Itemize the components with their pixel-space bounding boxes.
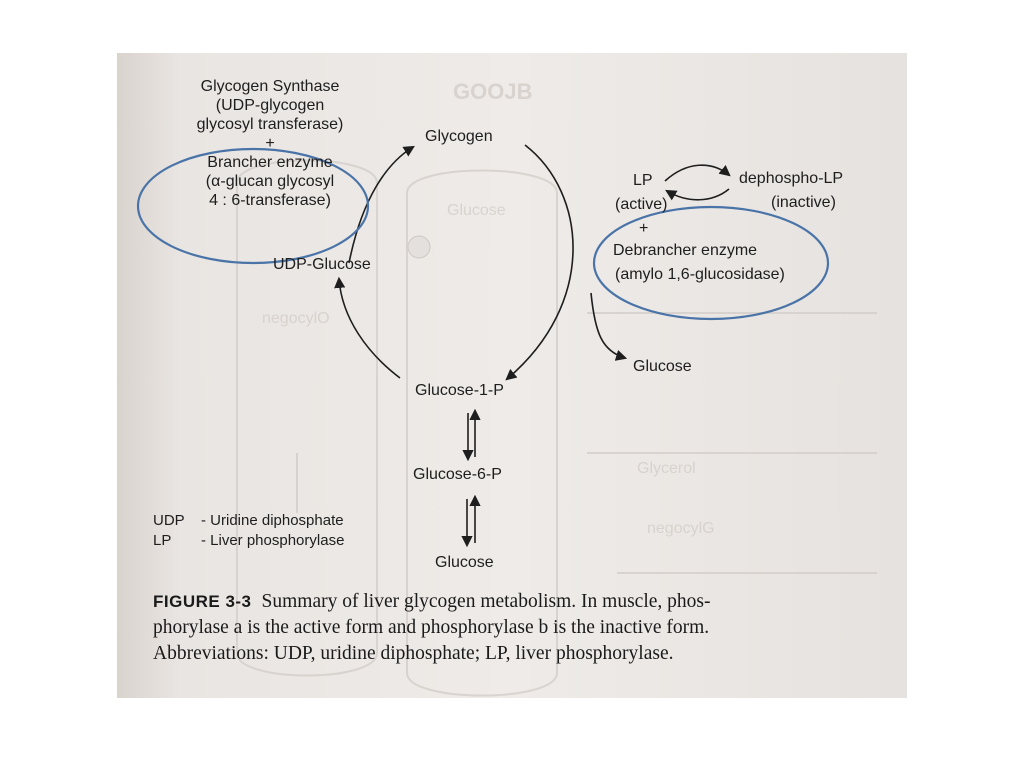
abbreviation-legend: [153, 511, 344, 551]
node-glycogen: Glycogen: [425, 128, 493, 145]
svg-text:negocylO: negocylO: [262, 310, 330, 327]
dephospho-lp-inactive-state: (inactive): [771, 194, 836, 211]
node-glucose-1-p: Glucose-1-P: [415, 382, 504, 399]
node-lp: LP: [633, 172, 653, 189]
debrancher-enzyme-label: Debrancher enzyme: [613, 242, 758, 259]
caption-line-1: Summary of liver glycogen metabolism. In muscle, phos-: [261, 591, 711, 612]
arrow-to-free-glucose: [591, 293, 625, 358]
abbreviation-value: - Liver phosphorylase: [201, 532, 345, 549]
abbreviation-row-lp: [153, 531, 344, 551]
brancher-enzyme-alt-line1: (α-glucan glycosyl: [205, 173, 335, 190]
node-udp-glucose: UDP-Glucose: [273, 256, 371, 273]
figure-number: FIGURE 3-3: [153, 592, 252, 611]
plus-sign-right: +: [639, 220, 649, 237]
glycogen-synthase-alt-line2: glycosyl transferase): [196, 116, 344, 133]
arrow-glucose1p-to-udpglucose: [339, 279, 400, 378]
node-glucose-6-p: Glucose-6-P: [413, 466, 502, 483]
glycogen-synthase-alt-line1: (UDP-glycogen: [215, 97, 325, 114]
svg-text:GOOJB: GOOJB: [453, 79, 533, 104]
svg-text:negocylG: negocylG: [647, 520, 715, 537]
debrancher-enzyme-alt-name: (amylo 1,6-glucosidase): [615, 266, 785, 283]
abbreviation-row-udp: [153, 511, 344, 531]
enzyme-glycogen-synthase: [165, 77, 375, 210]
svg-text:Glycerol: Glycerol: [637, 460, 696, 477]
abbreviation-key: UDP: [153, 512, 185, 529]
figure-caption: [153, 589, 893, 667]
caption-line-3: Abbreviations: UDP, uridine diphosphate; LP, liver phosphorylase.: [153, 643, 674, 664]
abbreviation-value: - Uridine diphosphate: [201, 512, 344, 529]
arrow-lp-to-dephospho: [665, 165, 729, 181]
plus-sign-left: +: [265, 135, 275, 152]
svg-text:Glucose: Glucose: [447, 202, 506, 219]
arrow-glycogen-to-glucose1p: [507, 145, 573, 379]
brancher-enzyme-label: Brancher enzyme: [207, 154, 333, 171]
abbreviation-key: LP: [153, 532, 172, 549]
glycogen-synthase-label: Glycogen Synthase: [200, 78, 340, 95]
scanned-textbook-page: [117, 53, 907, 698]
arrow-dephospho-to-lp: [667, 189, 729, 200]
highlight-circle-debrancher: [594, 207, 828, 319]
node-glucose-right: Glucose: [633, 358, 692, 375]
caption-line-2: phorylase a is the active form and phosphorylase b is the inactive form.: [153, 617, 710, 638]
node-dephospho-lp: dephospho-LP: [739, 170, 844, 187]
brancher-enzyme-alt-line2: 4 : 6-transferase): [209, 192, 331, 209]
lp-active-state: (active): [615, 196, 668, 213]
node-glucose-bottom: Glucose: [435, 554, 494, 571]
